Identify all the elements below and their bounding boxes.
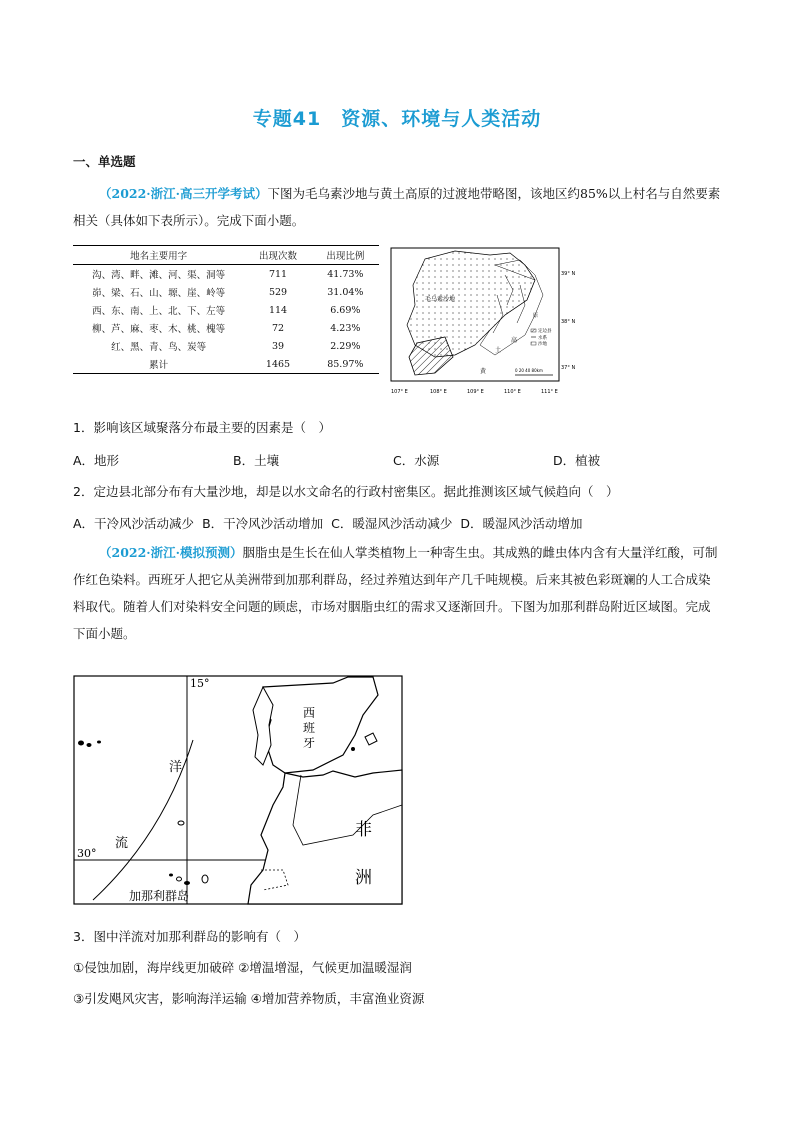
option[interactable]: A．干冷风沙活动减少 (73, 516, 195, 531)
scale-label: 0 20 40 80km (515, 368, 543, 373)
option[interactable]: C．暖湿风沙活动减少 (331, 516, 453, 531)
table-header: 出现比例 (312, 246, 379, 265)
table-header: 地名主要用字 (73, 246, 244, 265)
question-3-line: ③引发飓风灾害，影响海洋运输 ④增加营养物质，丰富渔业资源 (73, 991, 425, 1006)
table-cell: 31.04% (327, 286, 364, 298)
option[interactable]: B．土壤 (233, 453, 280, 468)
canary-islands-label: 加那利群岛 (129, 889, 190, 903)
table-cell: 529 (268, 286, 288, 298)
table-cell: 红、黑、青、鸟、炭等 (111, 342, 207, 353)
legend-swatch (531, 329, 536, 332)
option[interactable]: B．干冷风沙活动增加 (202, 516, 324, 531)
legend-item: 沙地 (538, 342, 547, 347)
spain-label: 班 (303, 721, 316, 735)
lat-label: 38° N (561, 319, 576, 325)
option[interactable]: D．暖湿风沙活动增加 (460, 516, 583, 531)
intro-text: 下图为毛乌素沙地与黄土高原的过渡地带略图，该地区约85%以上村名与自然要素相关（具体如下表所示）。完成下面小题。 (73, 186, 721, 228)
canary-island (184, 881, 190, 885)
table-cell: 峁、梁、石、山、塬、崖、岭等 (92, 288, 226, 299)
lon-15-label: 15° (190, 677, 210, 690)
table-row (73, 265, 379, 284)
question-1-stem: 1．影响该区域聚落分布最主要的因素是（ ） (73, 420, 331, 435)
lon-label: 108° E (430, 389, 447, 395)
azores-island (87, 743, 92, 747)
ocean-label: 洋 (169, 760, 183, 775)
source-tag: （2022·浙江·高三开学考试） (99, 186, 268, 201)
table-cell: 4.23% (330, 322, 361, 334)
table-header: 出现次数 (244, 246, 311, 265)
canary-islands-map (73, 675, 403, 905)
plateau-char: 黄 (480, 368, 487, 375)
plateau-char: 原 (533, 313, 539, 319)
lon-label: 107° E (391, 389, 408, 395)
table-cell: 41.73% (327, 268, 364, 280)
azores-island (97, 741, 101, 744)
lon-label: 111° E (541, 389, 558, 395)
table-cell: 沟、湾、畔、滩、河、渠、洞等 (92, 270, 226, 281)
question-3-line: ①侵蚀加剧，海岸线更加破碎 ②增温增湿，气候更加温暖湿润 (73, 960, 412, 975)
spain-label: 牙 (303, 736, 316, 750)
table-cell: 柳、芦、麻、枣、木、桃、槐等 (92, 324, 226, 335)
lat-label: 39° N (561, 271, 576, 277)
sandy-land-label: 毛乌素沙地 (425, 296, 456, 303)
table-row (73, 283, 379, 301)
table-cell: 2.29% (330, 340, 361, 352)
table-row (73, 355, 379, 374)
africa-label: 洲 (355, 868, 372, 888)
table-cell: 711 (268, 268, 288, 280)
table-cell: 39 (271, 340, 285, 352)
option[interactable]: A．地形 (73, 453, 120, 468)
table-row (73, 301, 379, 319)
question-2-stem: 2．定边县北部分布有大量沙地，却是以水文命名的行政村密集区。据此推测该区域气候趋向（ ） (73, 484, 619, 499)
place-name-table (73, 245, 379, 374)
transition-zone-map (385, 245, 585, 400)
table-cell: 1465 (244, 355, 311, 374)
plateau-char: 高 (511, 337, 518, 344)
table-cell: 西、东、南、上、北、下、左等 (92, 306, 226, 317)
azores-island (78, 741, 84, 746)
table-row (73, 337, 379, 355)
table-cell: 72 (271, 322, 285, 334)
spain-label: 西 (303, 706, 316, 720)
question-3-stem: 3．图中洋流对加那利群岛的影响有（ ） (73, 929, 306, 944)
lat-30-label: 30° (77, 847, 97, 860)
intro-text: 胭脂虫是生长在仙人掌类植物上一种寄生虫。其成熟的雌虫体内含有大量洋红酸，可制作红色染料。西班牙人把它从美洲带到加那利群岛，经过养殖达到年产几千吨规模。后来其被色彩斑斓的人工合成染料取代。随着人们对染料安全问题的顾虑，市场对胭脂虫红的需求又逐渐回升。下图为加那利群岛附近区域图。完成下面小题。 (73, 545, 718, 641)
plateau-char: 土 (495, 347, 502, 354)
table-cell: 累计 (73, 355, 244, 374)
current-label: 流 (115, 836, 129, 851)
intro-paragraph-1 (73, 180, 721, 234)
legend-swatch (531, 342, 536, 345)
option[interactable]: C．水源 (393, 453, 440, 468)
section-heading: 一、单选题 (73, 154, 136, 169)
legend-item: 水系 (538, 336, 547, 341)
canary-island (169, 874, 173, 877)
question-1-options (73, 451, 713, 469)
intro-paragraph-2 (73, 539, 721, 647)
table-cell: 6.69% (330, 304, 361, 316)
table-cell: 85.97% (312, 355, 379, 374)
page-title: 专题41 资源、环境与人类活动 (252, 108, 542, 130)
table-cell: 114 (268, 304, 288, 316)
lon-label: 110° E (504, 389, 521, 395)
source-tag: （2022·浙江·模拟预测） (99, 545, 243, 560)
option[interactable]: D．植被 (553, 453, 601, 468)
question-2-options (73, 514, 713, 532)
legend-item: 定边县 (538, 329, 552, 334)
africa-label: 非 (355, 820, 372, 840)
table-row (73, 319, 379, 337)
lat-label: 37° N (561, 365, 576, 371)
lon-label: 109° E (467, 389, 484, 395)
balearic-island (351, 747, 355, 751)
